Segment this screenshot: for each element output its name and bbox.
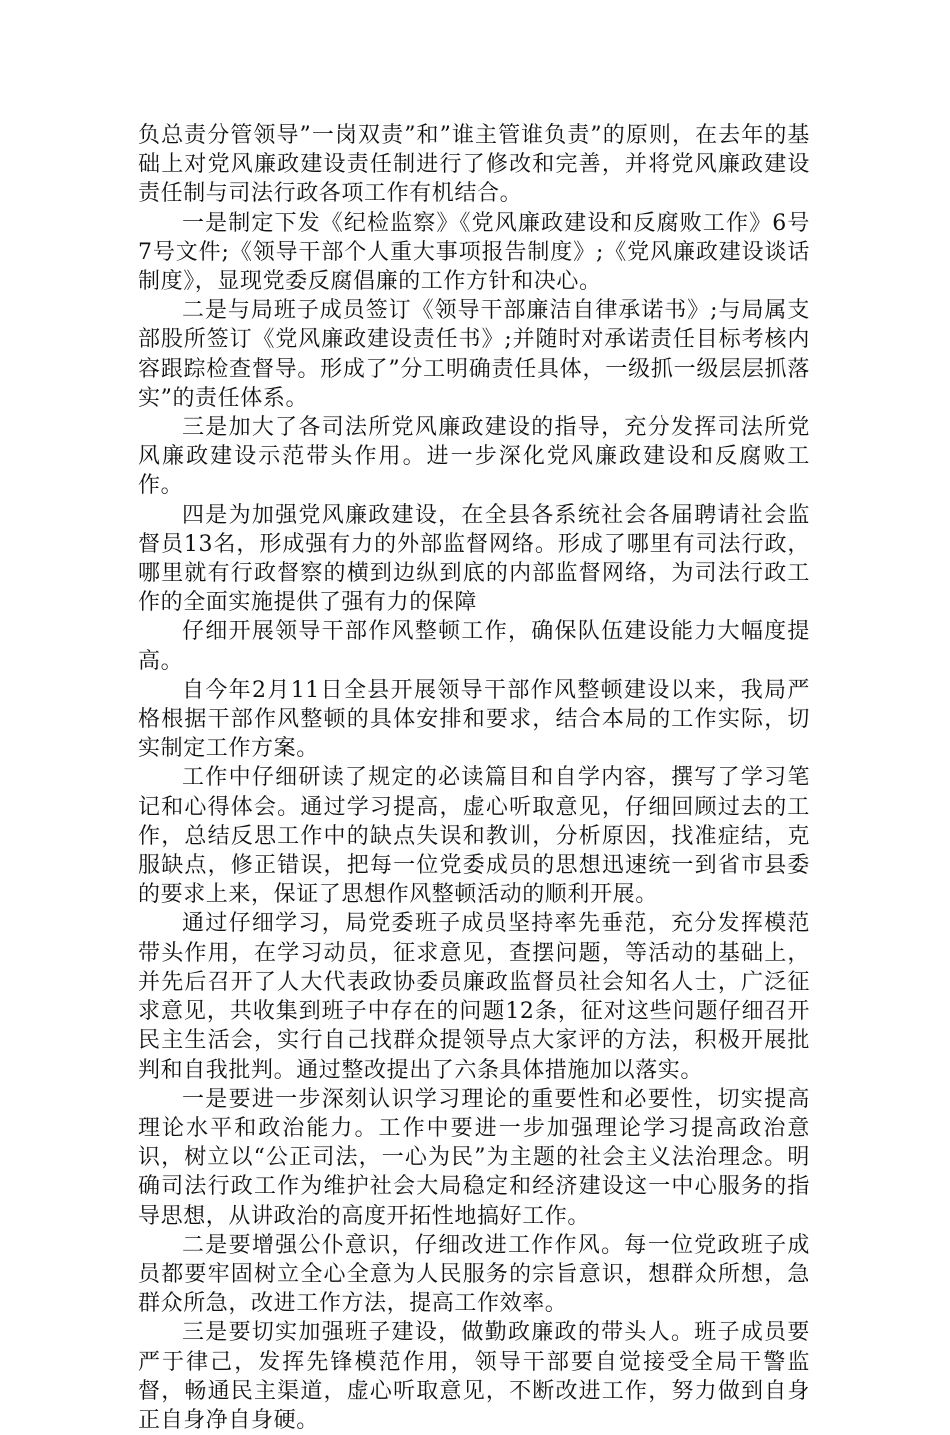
paragraph: 自今年2月11日全县开展领导干部作风整顿建设以来，我局严格根据干部作风整顿的具体安排和要求，结合本局的工作实际，切实制定工作方案。	[138, 677, 810, 762]
paragraph: 四是为加强党风廉政建设，在全县各系统社会各届聘请社会监督员13名，形成强有力的外部监督网络。形成了哪里有司法行政，哪里就有行政督察的横到边纵到底的内部监督网络，为司法行政工作的全面实施提供了强有力的保障	[138, 502, 810, 616]
paragraph: 三是加大了各司法所党风廉政建设的指导，充分发挥司法所党风廉政建设示范带头作用。进一步深化党风廉政建设和反腐败工作。	[138, 415, 810, 499]
paragraph: 工作中仔细研读了规定的必读篇目和自学内容，撰写了学习笔记和心得体会。通过学习提高，虚心听取意见，仔细回顾过去的工作，总结反思工作中的缺点失误和教训，分析原因，找准症结，克服缺点，修正错误，把每一位党委成员的思想迅速统一到省市县委的要求上来，保证了思想作风整顿活动的顺利开展。	[138, 765, 810, 908]
paragraph: 仔细开展领导干部作风整顿工作，确保队伍建设能力大幅度提高。	[138, 619, 810, 674]
paragraph: 一是要进一步深刻认识学习理论的重要性和必要性，切实提高理论水平和政治能力。工作中要进一步加强理论学习提高政治意识，树立以“公正司法，一心为民”为主题的社会主义法治理念。明确司法行政工作为维护社会大局稳定和经济建设这一中心服务的指导思想，从讲政治的高度开拓性地搞好工作。	[138, 1086, 810, 1229]
paragraph: 一是制定下发《纪检监察》《党风廉政建设和反腐败工作》6号7号文件;《领导干部个人重大事项报告制度》;《党风廉政建设谈话制度》，显现党委反腐倡廉的工作方针和决心。	[138, 210, 810, 295]
paragraph: 三是要切实加强班子建设，做勤政廉政的带头人。班子成员要严于律己，发挥先锋模范作用，领导干部要自觉接受全局干警监督，畅通民主渠道，虚心听取意见，不断改进工作，努力做到自身正自身净自身硬。	[138, 1320, 810, 1433]
document-body	[138, 121, 810, 1435]
paragraph: 负总责分管领导”一岗双责”和”谁主管谁负责”的原则，在去年的基础上对党风廉政建设责任制进行了修改和完善，并将党风廉政建设责任制与司法行政各项工作有机结合。	[138, 123, 810, 207]
paragraph: 二是与局班子成员签订《领导干部廉洁自律承诺书》;与局属支部股所签订《党风廉政建设责任书》;并随时对承诺责任目标考核内容跟踪检查督导。形成了”分工明确责任具体，一级抓一级层层抓落实”的责任体系。	[138, 298, 810, 411]
paragraph: 通过仔细学习，局党委班子成员坚持率先垂范，充分发挥模范带头作用，在学习动员，征求意见，查摆问题，等活动的基础上，并先后召开了人大代表政协委员廉政监督员社会知名人士，广泛征求意见，共收集到班子中存在的问题12条，征对这些问题仔细召开民主生活会，实行自己找群众提领导点大家评的方法，积极开展批判和自我批判。通过整改提出了六条具体措施加以落实。	[138, 911, 810, 1083]
paragraph: 二是要增强公仆意识，仔细改进工作作风。每一位党政班子成员都要牢固树立全心全意为人民服务的宗旨意识，想群众所想，急群众所急，改进工作方法，提高工作效率。	[138, 1232, 810, 1317]
